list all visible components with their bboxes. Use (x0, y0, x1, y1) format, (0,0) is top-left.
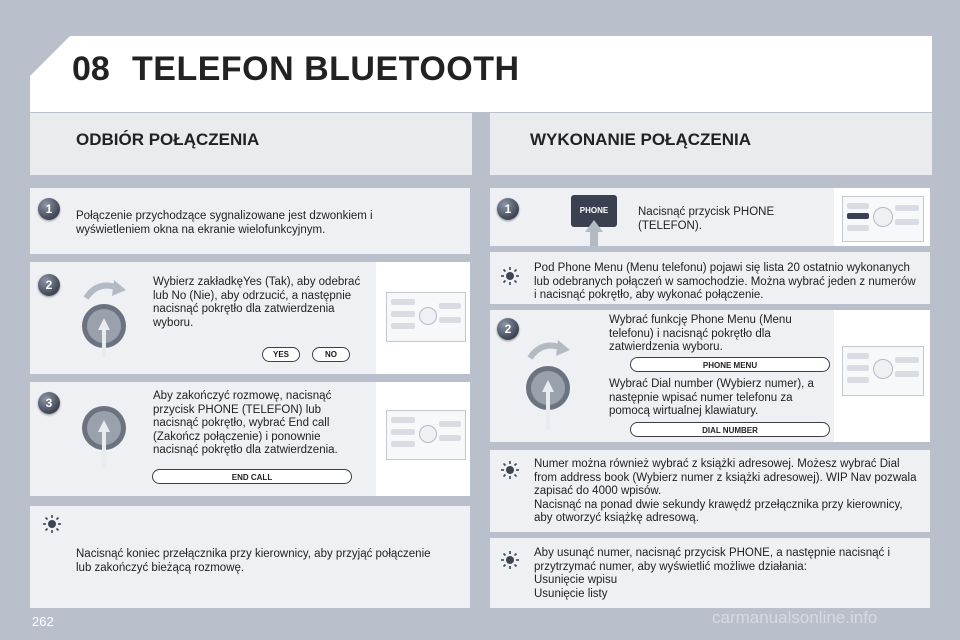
step-1-text: Połączenie przychodzące sygnalizowane jest dzwonkiem i wyświetleniem okna na ekranie wielofunkcyjnym. (76, 210, 373, 236)
rotate-push-knob-icon (522, 336, 578, 432)
dial-number-button[interactable]: DIAL NUMBER (630, 422, 830, 437)
tip-lamp-icon (500, 460, 520, 480)
tip-lamp-icon (500, 266, 520, 286)
step-badge: 2 (497, 318, 519, 340)
radio-unit-illustration (842, 196, 924, 242)
radio-unit-illustration (386, 410, 466, 460)
rotate-push-knob-icon (78, 278, 134, 358)
yes-button[interactable]: YES (262, 347, 300, 362)
radio-unit-illustration (386, 292, 466, 342)
push-knob-icon (78, 396, 134, 472)
step-badge: 2 (38, 274, 60, 296)
no-button[interactable]: NO (312, 347, 350, 362)
watermark: carmanualsonline.info (712, 608, 878, 627)
phone-key-label: PHONE (579, 206, 609, 215)
radio-unit-illustration (842, 346, 924, 396)
step-2-text-a: Wybrać funkcję Phone Menu (Menu telefonu) i nacisnąć pokrętło dla zatwierdzenia wyboru. (609, 314, 792, 354)
tip-text: Nacisnąć koniec przełącznika przy kierownicy, aby przyjąć połączenie lub zakończyć bieżącą rozmowę. (76, 548, 431, 574)
tip-3-text: Aby usunąć numer, nacisnąć przycisk PHONE, a następnie nacisnąć i przytrzymać numer, aby wyświetlić możliwe działania: Usunięcie wpisu Usunięcie listy (534, 547, 891, 600)
step-1-text: Nacisnąć przycisk PHONE (TELEFON). (638, 206, 775, 232)
step-3-text: Aby zakończyć rozmowę, nacisnąć przycisk PHONE (TELEFON) lub nacisnąć pokrętło, wybrać End call (Zakończ połączenie) i ponownie nacisnąć pokrętło dla zatwierdzenia. (153, 390, 338, 457)
tip-1-text: Pod Phone Menu (Menu telefonu) pojawi się lista 20 ostatnio wykonanych lub odebranych połączeń w samochodzie. Można wybrać jeden z numerów i nacisnąć pokrętło, aby wykonać połączenie. (534, 262, 916, 302)
end-call-button[interactable]: END CALL (152, 469, 352, 484)
page-title: TELEFON BLUETOOTH (132, 50, 520, 88)
tip-lamp-icon (42, 514, 62, 534)
step-badge: 1 (497, 198, 519, 220)
step-badge: 1 (38, 198, 60, 220)
section-title-make-call: WYKONANIE POŁĄCZENIA (530, 130, 751, 149)
chapter-number: 08 (72, 50, 110, 88)
phone-menu-button[interactable]: PHONE MENU (630, 357, 830, 372)
section-title-receive: ODBIÓR POŁĄCZENIA (76, 130, 260, 149)
press-arrow-icon (583, 220, 605, 246)
step-2-text-b: Wybrać Dial number (Wybierz numer), a następnie wpisać numer telefonu za pomocą wirtualnej klawiatury. (609, 378, 814, 418)
tip-lamp-icon (500, 550, 520, 570)
step-badge: 3 (38, 392, 60, 414)
page-number: 262 (32, 614, 54, 629)
tip-2-text: Numer można również wybrać z książki adresowej. Możesz wybrać Dial from address book (Wybierz numer z książki adresowej). WIP Nav pozwala zapisać do 4000 wpisów. Nacisnąć na ponad dwie sekundy krawędź przełącznika przy kierownicy, aby otworzyć książkę adresową. (534, 458, 917, 525)
step-2-text: Wybierz zakładkęYes (Tak), aby odebrać lub No (Nie), aby odrzucić, a następnie nacisnąć pokrętło dla zatwierdzenia wyboru. (153, 276, 361, 329)
